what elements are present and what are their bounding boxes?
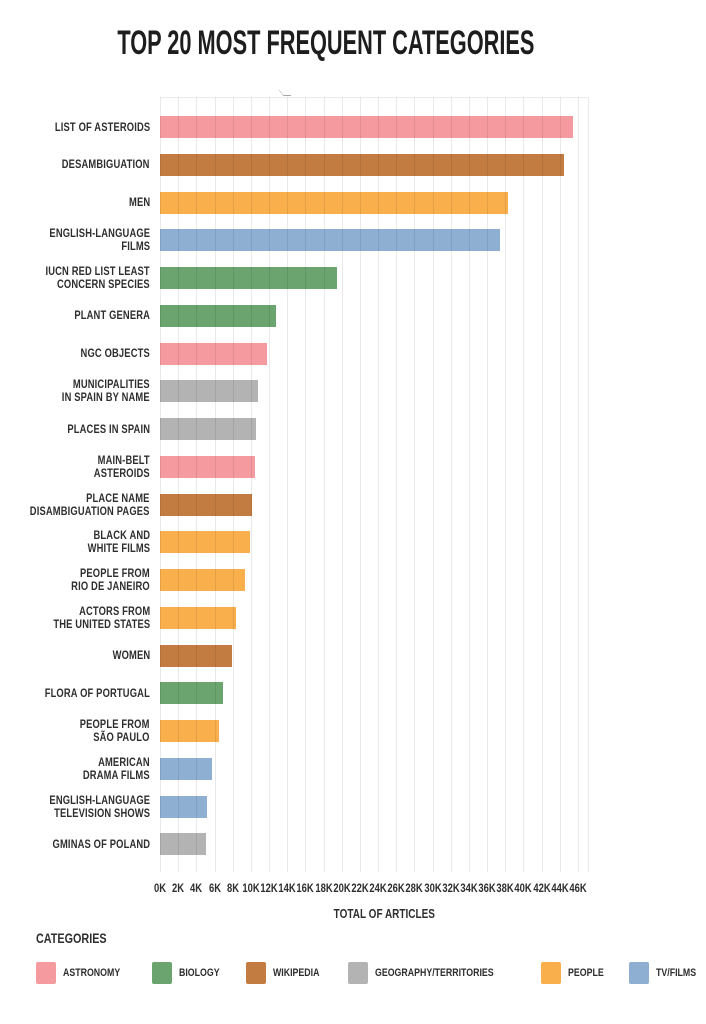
legend-swatch [246,962,266,984]
bar-label [0,452,150,480]
x-axis-title [170,907,598,921]
bar-label [0,116,150,138]
x-tick-label-text: 42K [532,883,551,895]
bar-label [0,226,150,254]
bar [160,494,252,516]
x-tick-label-text: 10K [242,883,260,895]
bar-label [0,682,150,704]
chart-title [0,24,611,63]
x-tick-label-text: 24K [369,883,387,895]
gridline [196,97,197,872]
x-tick-label-text: 34K [460,883,478,895]
gridline [378,97,379,872]
x-tick-label-text: 8K [226,883,239,895]
bar-label-text: PEOPLE FROM SÃO PAULO [80,717,150,744]
legend-title-text: CATEGORIES [36,931,107,946]
x-tick-label [207,879,222,897]
legend-item [152,962,230,984]
bar [160,796,207,818]
gridline [396,97,397,872]
bar [160,418,256,440]
bar-label [0,343,150,365]
legend-swatch [629,962,649,984]
gridline [287,97,288,872]
legend-item-label-text: ASTRONOMY [63,967,121,979]
bar-label-text: IUCN RED LIST LEAST CONCERN SPECIES [45,264,150,291]
gridline [178,97,179,872]
bar-label-text: GMINAS OF POLAND [52,836,150,851]
chart-title-text: TOP 20 MOST FREQUENT CATEGORIES [117,24,535,62]
legend-item-label [656,967,706,979]
legend-item-label [63,967,135,979]
x-tick-label [153,879,168,897]
x-tick-label-text: 36K [478,883,496,895]
bar [160,758,212,780]
x-tick-label-text: 28K [405,883,424,895]
x-tick-label-text: 32K [442,883,460,895]
gridline [414,97,415,872]
bar [160,380,258,402]
gridline [342,97,343,872]
gridline [233,97,234,872]
bar-label-text: ENGLISH-LANGUAGE FILMS [49,226,150,254]
x-tick-label-text: 2K [172,883,185,895]
bar [160,720,219,742]
x-tick-label-text: 20K [333,883,351,895]
gridline [578,97,579,872]
legend-item [348,962,523,984]
legend-item-label [179,967,230,979]
bar [160,607,236,629]
bar [160,154,564,176]
gridline [451,97,452,872]
bar-label [0,264,150,291]
bar-label-text: PLACE NAME DISAMBIGUATION PAGES [30,490,150,518]
bar-label-text: WOMEN [112,648,150,662]
bar-label [0,792,151,820]
x-tick-label-text: 4K [190,883,203,895]
bar-label-text: DESAMBIGUATION [62,157,150,172]
legend-item-label-text: GEOGRAPHY/TERRITORIES [375,967,494,979]
gridline [542,97,543,872]
legend-item [629,962,706,984]
bar [160,682,223,704]
bar-label [0,154,150,176]
bar-label-text: PEOPLE FROM RIO DE JANEIRO [71,566,150,593]
bar-label-text: PLACES IN SPAIN [67,421,150,436]
x-tick-label [189,879,204,897]
bar-label [0,603,150,631]
legend-item-label [273,967,331,979]
gridline [305,97,306,872]
bar-label-text: MEN [128,195,150,209]
x-tick-label-text: 26K [387,883,405,895]
legend-item [541,962,613,984]
gridline [523,97,524,872]
x-tick-label-text: 30K [423,883,442,895]
gridline [505,97,506,872]
x-axis-title-text: TOTAL OF ARTICLES [333,907,435,921]
gridline [560,97,561,872]
bar-label [0,645,150,667]
gridline [251,97,252,872]
bar [160,833,206,855]
legend-item-label-text: BIOLOGY [178,967,220,979]
plot-area [0,97,611,872]
gridline [215,97,216,872]
bar-label [0,754,150,782]
x-tick-label-text: 46K [569,883,587,895]
gridline [487,97,488,872]
bar-label-text: PLANT GENERA [74,308,150,323]
legend-item [36,962,135,984]
x-tick-label-text: 6K [208,883,221,895]
x-tick-label-text: 38K [496,883,514,895]
x-tick-label-text: 40K [514,883,533,895]
x-tick-label [225,879,240,897]
x-axis-ticks [0,879,611,895]
legend-item [246,962,331,984]
x-tick-label-text: 16K [296,883,315,895]
gridline [433,97,434,872]
x-tick-label-text: 0K [153,883,167,895]
bar-label [0,490,150,518]
gridline [324,97,325,872]
x-tick-label-text: 22K [351,883,369,895]
bar [160,116,573,138]
bar-label [0,192,150,214]
bar-label [0,377,150,405]
x-tick-label-text: 44K [551,883,569,895]
bar-label [0,528,150,556]
gridline [360,97,361,872]
legend-item-label [568,967,613,979]
legend-swatch [152,962,172,984]
gridline [469,97,470,872]
bar-label-text: ENGLISH-LANGUAGE TELEVISION SHOWS [49,792,151,820]
gridline [269,97,270,872]
bar-label-text: MUNICIPALITIES IN SPAIN BY NAME [62,377,150,405]
gridline [160,97,161,872]
legend-swatch [348,962,368,984]
bar-label-text: BLACK AND WHITE FILMS [87,528,150,556]
legend-items [36,962,706,984]
bar [160,192,508,214]
x-tick-label-text: 18K [314,883,333,895]
bar-label [0,566,150,593]
bar-label-text: AMERICAN DRAMA FILMS [83,754,150,782]
x-tick-label-text: 12K [260,883,278,895]
legend-swatch [36,962,56,984]
x-tick-label [567,879,588,897]
bar [160,267,337,289]
bar-label-text: ACTORS FROM THE UNITED STATES [53,603,150,631]
x-tick-label [171,879,186,897]
legend-item-label-text: PEOPLE [567,967,604,979]
legend-swatch [541,962,561,984]
bar-label-text: LIST OF ASTEROIDS [54,119,150,134]
bar-label-text: FLORA OF PORTUGAL [44,685,150,700]
bar-label-text: NGC OBJECTS [80,346,150,360]
bar [160,456,255,478]
plot-right-border [588,97,589,872]
bar-label [0,418,150,440]
bar-label [0,305,150,327]
cursor-artifact [279,90,292,96]
bar [160,229,500,251]
bar [160,531,250,553]
bar-label [0,833,150,855]
legend-item-label-text: TV/FILMS [656,967,697,979]
bar-label [0,717,150,744]
legend-item-label-text: WIKIPEDIA [273,967,320,979]
legend-item-label [375,967,523,979]
bar-label-text: MAIN-BELT ASTEROIDS [93,452,150,480]
x-tick-label-text: 14K [278,883,296,895]
legend-title [36,931,124,946]
